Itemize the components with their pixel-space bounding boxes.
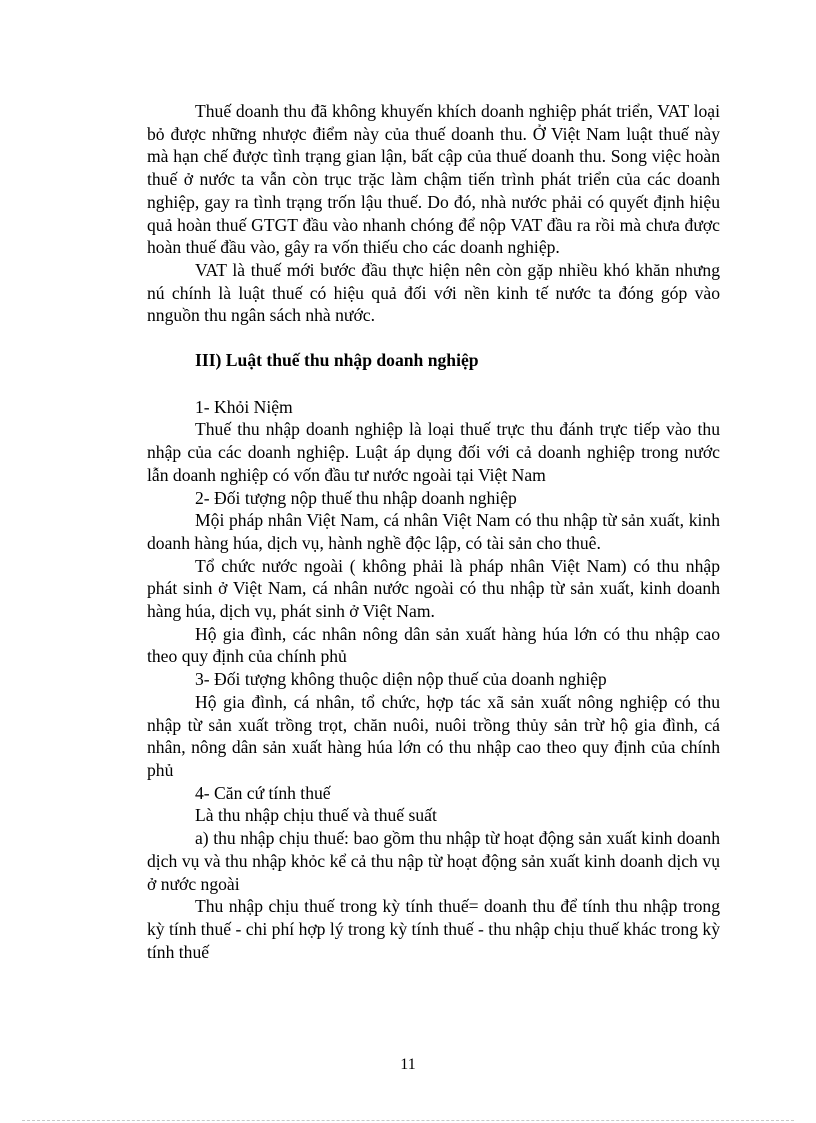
paragraph: Hộ gia đình, cá nhân, tổ chức, hợp tác xã sản xuất nông nghiệp có thu nhập từ sản xuất trồng trọt, chăn nuôi, nuôi trồng thủy sản trừ hộ gia đình, cá nhân, nông dân sản xuất hàng húa lớn có thu nhập cao theo quy định của chính phủ bbox=[147, 691, 720, 780]
paragraph: Tổ chức nước ngoài ( không phải là pháp nhân Việt Nam) có thu nhập phát sinh ở Việt Nam, cá nhân nước ngoài có thu nhập từ sản xuất, kinh doanh hàng húa, dịch vụ, phát sinh ở Việt Nam. bbox=[147, 555, 720, 622]
subsection-title: 2- Đối tượng nộp thuế thu nhập doanh nghiệp bbox=[195, 487, 517, 508]
subsection-title: 3- Đối tượng không thuộc diện nộp thuế của doanh nghiệp bbox=[195, 669, 607, 690]
section-heading: III) Luật thuế thu nhập doanh nghiệp bbox=[195, 350, 479, 371]
paragraph: Là thu nhập chịu thuế và thuế suất bbox=[195, 805, 437, 826]
paragraph: VAT là thuế mới bước đầu thực hiện nên còn gặp nhiều khó khăn nhưng nú chính là luật thuế có hiệu quả đối với nền kinh tế nước ta đóng góp vào nnguồn thu ngân sách nhà nước. bbox=[147, 259, 720, 326]
page-number: 11 bbox=[400, 1056, 416, 1073]
paragraph: Thu nhập chịu thuế trong kỳ tính thuế= doanh thu để tính thu nhập trong kỳ tính thuế - chi phí hợp lý trong kỳ tính thuế - thu nhập chịu thuế khác trong kỳ tính thuế bbox=[147, 896, 720, 962]
paragraph: Thuế doanh thu đã không khuyến khích doanh nghiệp phát triển, VAT loại bỏ được những nhược điểm này của thuế doanh thu. Ở Việt Nam luật thuế này mà hạn chế được tình trạng gian lận, bất cập của thuế doanh thu. Song việc hoàn thuế ở nước ta vẫn còn trục trặc làm chậm tiến trình phát triển của các doanh nghiệp, gay ra tình trạng trốn lậu thuế. Do đó, nhà nước phải có quyết định hiệu quả hoàn thuế GTGT đầu vào nhanh chóng để nộp VAT đầu ra rồi mà chưa được hoàn thuế đầu vào, gây ra vốn thiếu cho các doanh nghiệp. bbox=[147, 101, 720, 258]
paragraph: Mội pháp nhân Việt Nam, cá nhân Việt Nam có thu nhập từ sản xuất, kinh doanh hàng húa, dịch vụ, hành nghề độc lập, có tài sản cho thuê. bbox=[147, 510, 720, 553]
paragraph: Hộ gia đình, các nhân nông dân sản xuất hàng húa lớn có thu nhập cao theo quy định của chính phủ bbox=[147, 623, 720, 667]
paragraph: a) thu nhập chịu thuế: bao gồm thu nhập từ hoạt động sản xuất kinh doanh dịch vụ và thu nhập khỏc kể cả thu nập từ hoạt động sản xuất kinh doanh dịch vụ ở nước ngoài bbox=[147, 828, 720, 894]
subsection-title: 1- Khỏi Niệm bbox=[195, 396, 293, 417]
page-body bbox=[147, 100, 720, 963]
subsection-title: 4- Căn cứ tính thuế bbox=[195, 782, 331, 803]
page-bottom-divider bbox=[22, 1120, 794, 1121]
paragraph: Thuế thu nhập doanh nghiệp là loại thuế trực thu đánh trực tiếp vào thu nhập của các doanh nghiệp. Luật áp dụng đối với cả doanh nghiệp trong nước lẫn doanh nghiệp có vốn đầu tư nước ngoài tại Việt Nam bbox=[147, 419, 720, 485]
